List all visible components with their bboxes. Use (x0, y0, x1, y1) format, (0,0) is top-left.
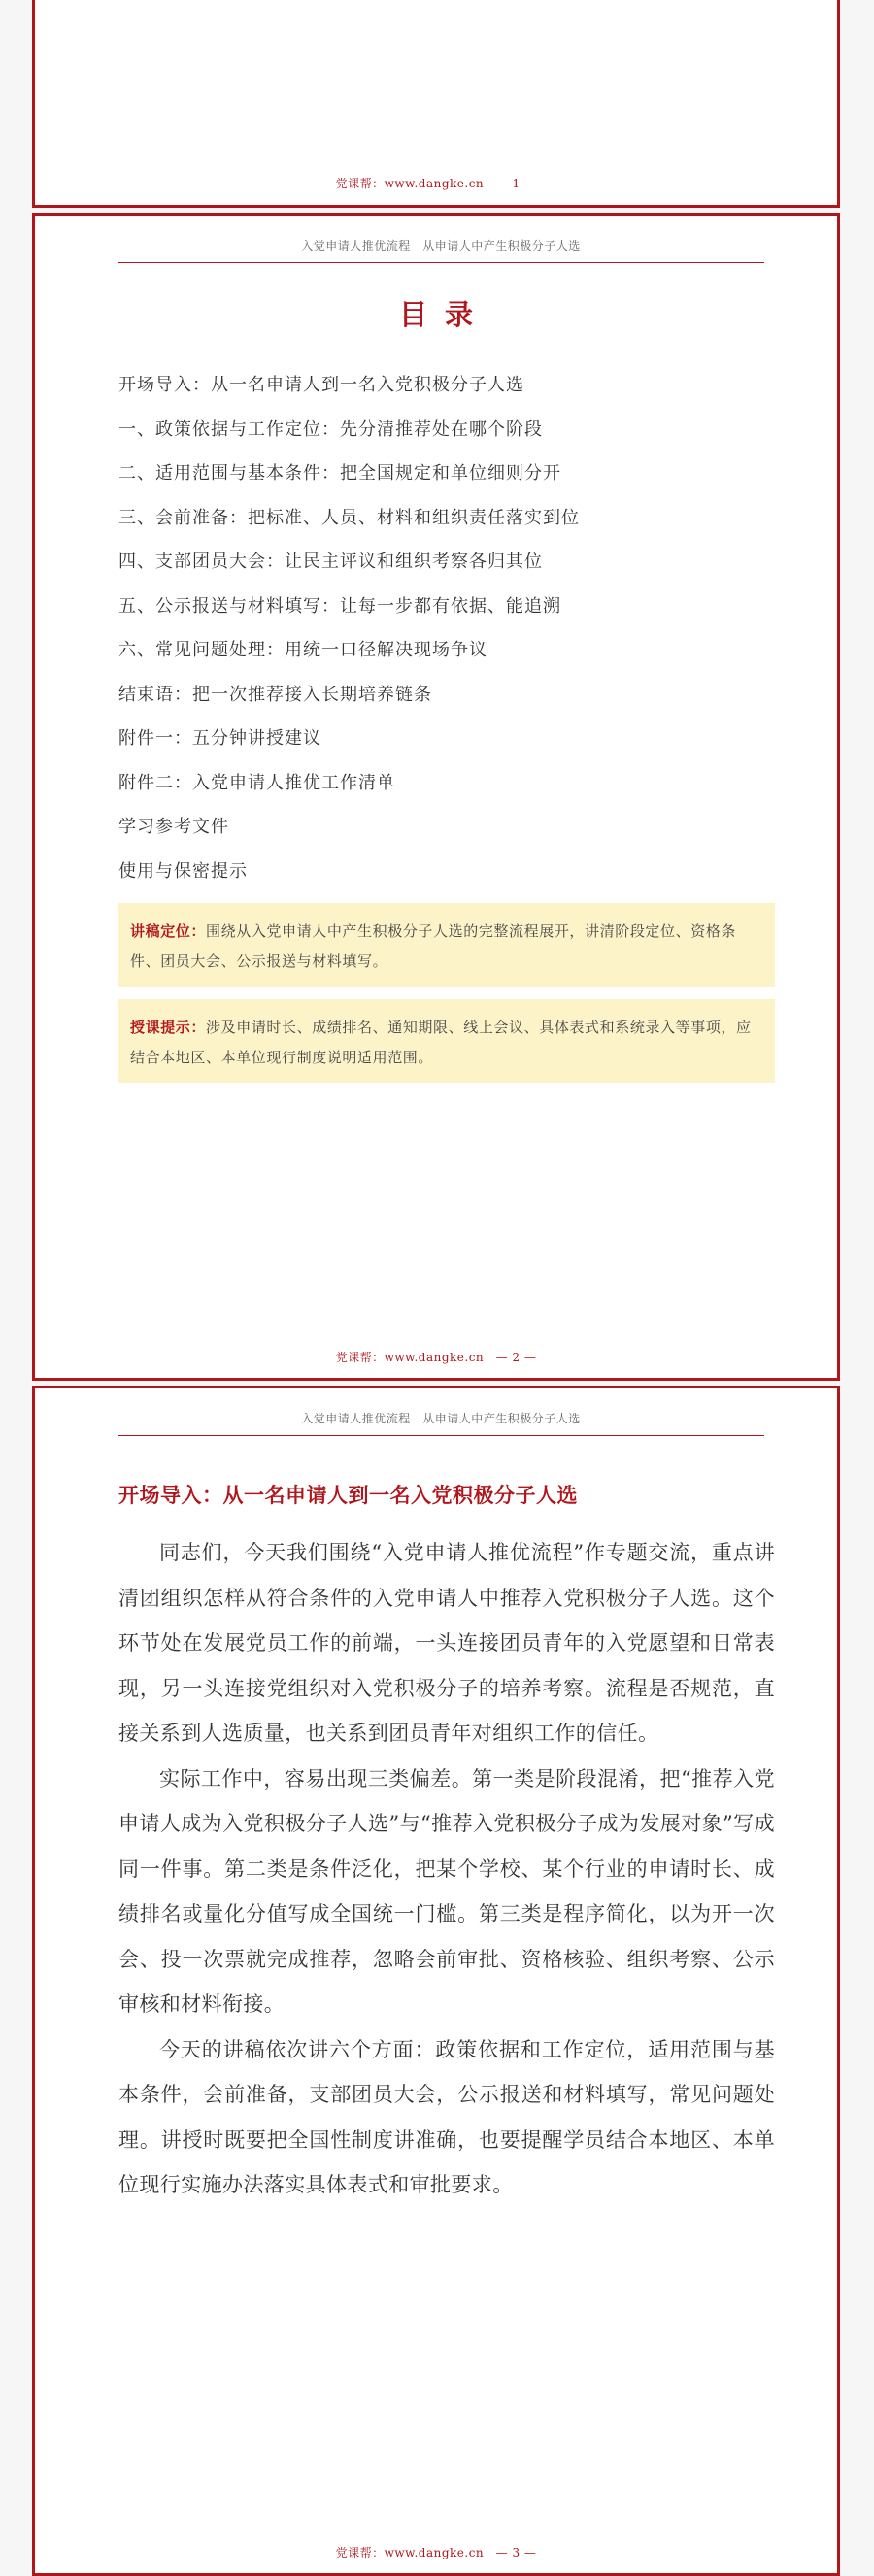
paragraph: 今天的讲稿依次讲六个方面：政策依据和工作定位，适用范围与基本条件，会前准备，支部团员大会，公示报送和材料填写，常见问题处理。讲授时既要把全国性制度讲准确，也要提醒学员结合本地区、本单位现行实施办法落实具体表式和审批要求。 (118, 2037, 775, 2196)
paragraph: 同志们，今天我们围绕“入党申请人推优流程”作专题交流，重点讲清团组织怎样从符合条件的入党申请人中推荐入党积极分子人选。这个环节处在发展党员工作的前端，一头连接团员青年的入党愿望和日常表现，另一头连接党组织对入党积极分子的培养考察。流程是否规范，直接关系到人选质量，也关系到团员青年对组织工作的信任。 (118, 1541, 775, 1745)
toc-item[interactable]: 六、常见问题处理：用统一口径解决现场争议 (118, 640, 487, 660)
note-label: 讲稿定位： (130, 922, 207, 940)
note-text: 围绕从入党申请人中产生积极分子人选的完整流程展开，讲清阶段定位、资格条件、团员大会、公示报送与材料填写。 (130, 922, 737, 970)
toc-item[interactable]: 四、支部团员大会：让民主评议和组织考察各归其位 (118, 552, 543, 572)
toc-item[interactable]: 使用与保密提示 (118, 860, 248, 882)
toc-title: 目录 (398, 298, 490, 331)
toc-item[interactable]: 五、公示报送与材料填写：让每一步都有依据、能追溯 (118, 595, 561, 617)
running-header: 入党申请人推优流程 从申请人中产生积极分子人选 (118, 237, 764, 263)
note-box-teaching-tip (118, 999, 775, 1083)
page-footer: 党课帮：www.dangke.cn — 2 — (335, 1351, 537, 1364)
section-body (118, 1530, 775, 2208)
page-2 (32, 213, 840, 1381)
toc-item[interactable]: 附件二：入党申请人推优工作清单 (118, 772, 395, 793)
page-3 (32, 1386, 840, 2576)
page-footer: 党课帮：www.dangke.cn — 3 — (335, 2546, 537, 2559)
toc-item[interactable]: 三、会前准备：把标准、人员、材料和组织责任落实到位 (118, 507, 580, 528)
page-1 (32, 0, 840, 208)
section-title: 开场导入：从一名申请人到一名入党积极分子人选 (118, 1484, 578, 1507)
toc-item[interactable]: 开场导入：从一名申请人到一名入党积极分子人选 (118, 375, 524, 395)
toc-item[interactable]: 结束语：把一次推荐接入长期培养链条 (118, 684, 432, 705)
toc-item[interactable]: 一、政策依据与工作定位：先分清推荐处在哪个阶段 (118, 418, 543, 440)
note-text: 涉及申请时长、成绩排名、通知期限、线上会议、具体表式和系统录入等事项，应结合本地区、本单位现行制度说明适用范围。 (130, 1019, 752, 1066)
toc-item[interactable]: 二、适用范围与基本条件：把全国规定和单位细则分开 (118, 463, 561, 484)
note-box-positioning (118, 903, 775, 987)
running-header: 入党申请人推优流程 从申请人中产生积极分子人选 (118, 1410, 764, 1436)
toc-list (118, 363, 580, 893)
toc-item[interactable]: 学习参考文件 (118, 817, 229, 837)
page-footer: 党课帮：www.dangke.cn — 1 — (335, 177, 537, 190)
note-label: 授课提示： (130, 1019, 207, 1036)
paragraph: 实际工作中，容易出现三类偏差。第一类是阶段混淆，把“推荐入党申请人成为入党积极分子人选”与“推荐入党积极分子成为发展对象”写成同一件事。第二类是条件泛化，把某个学校、某个行业的申请时长、成绩排名或量化分值写成全国统一门槛。第三类是程序简化，以为开一次会、投一次票就完成推荐，忽略会前审批、资格核验、组织考察、公示审核和材料衔接。 (118, 1766, 775, 2016)
toc-item[interactable]: 附件一：五分钟讲授建议 (118, 728, 321, 749)
